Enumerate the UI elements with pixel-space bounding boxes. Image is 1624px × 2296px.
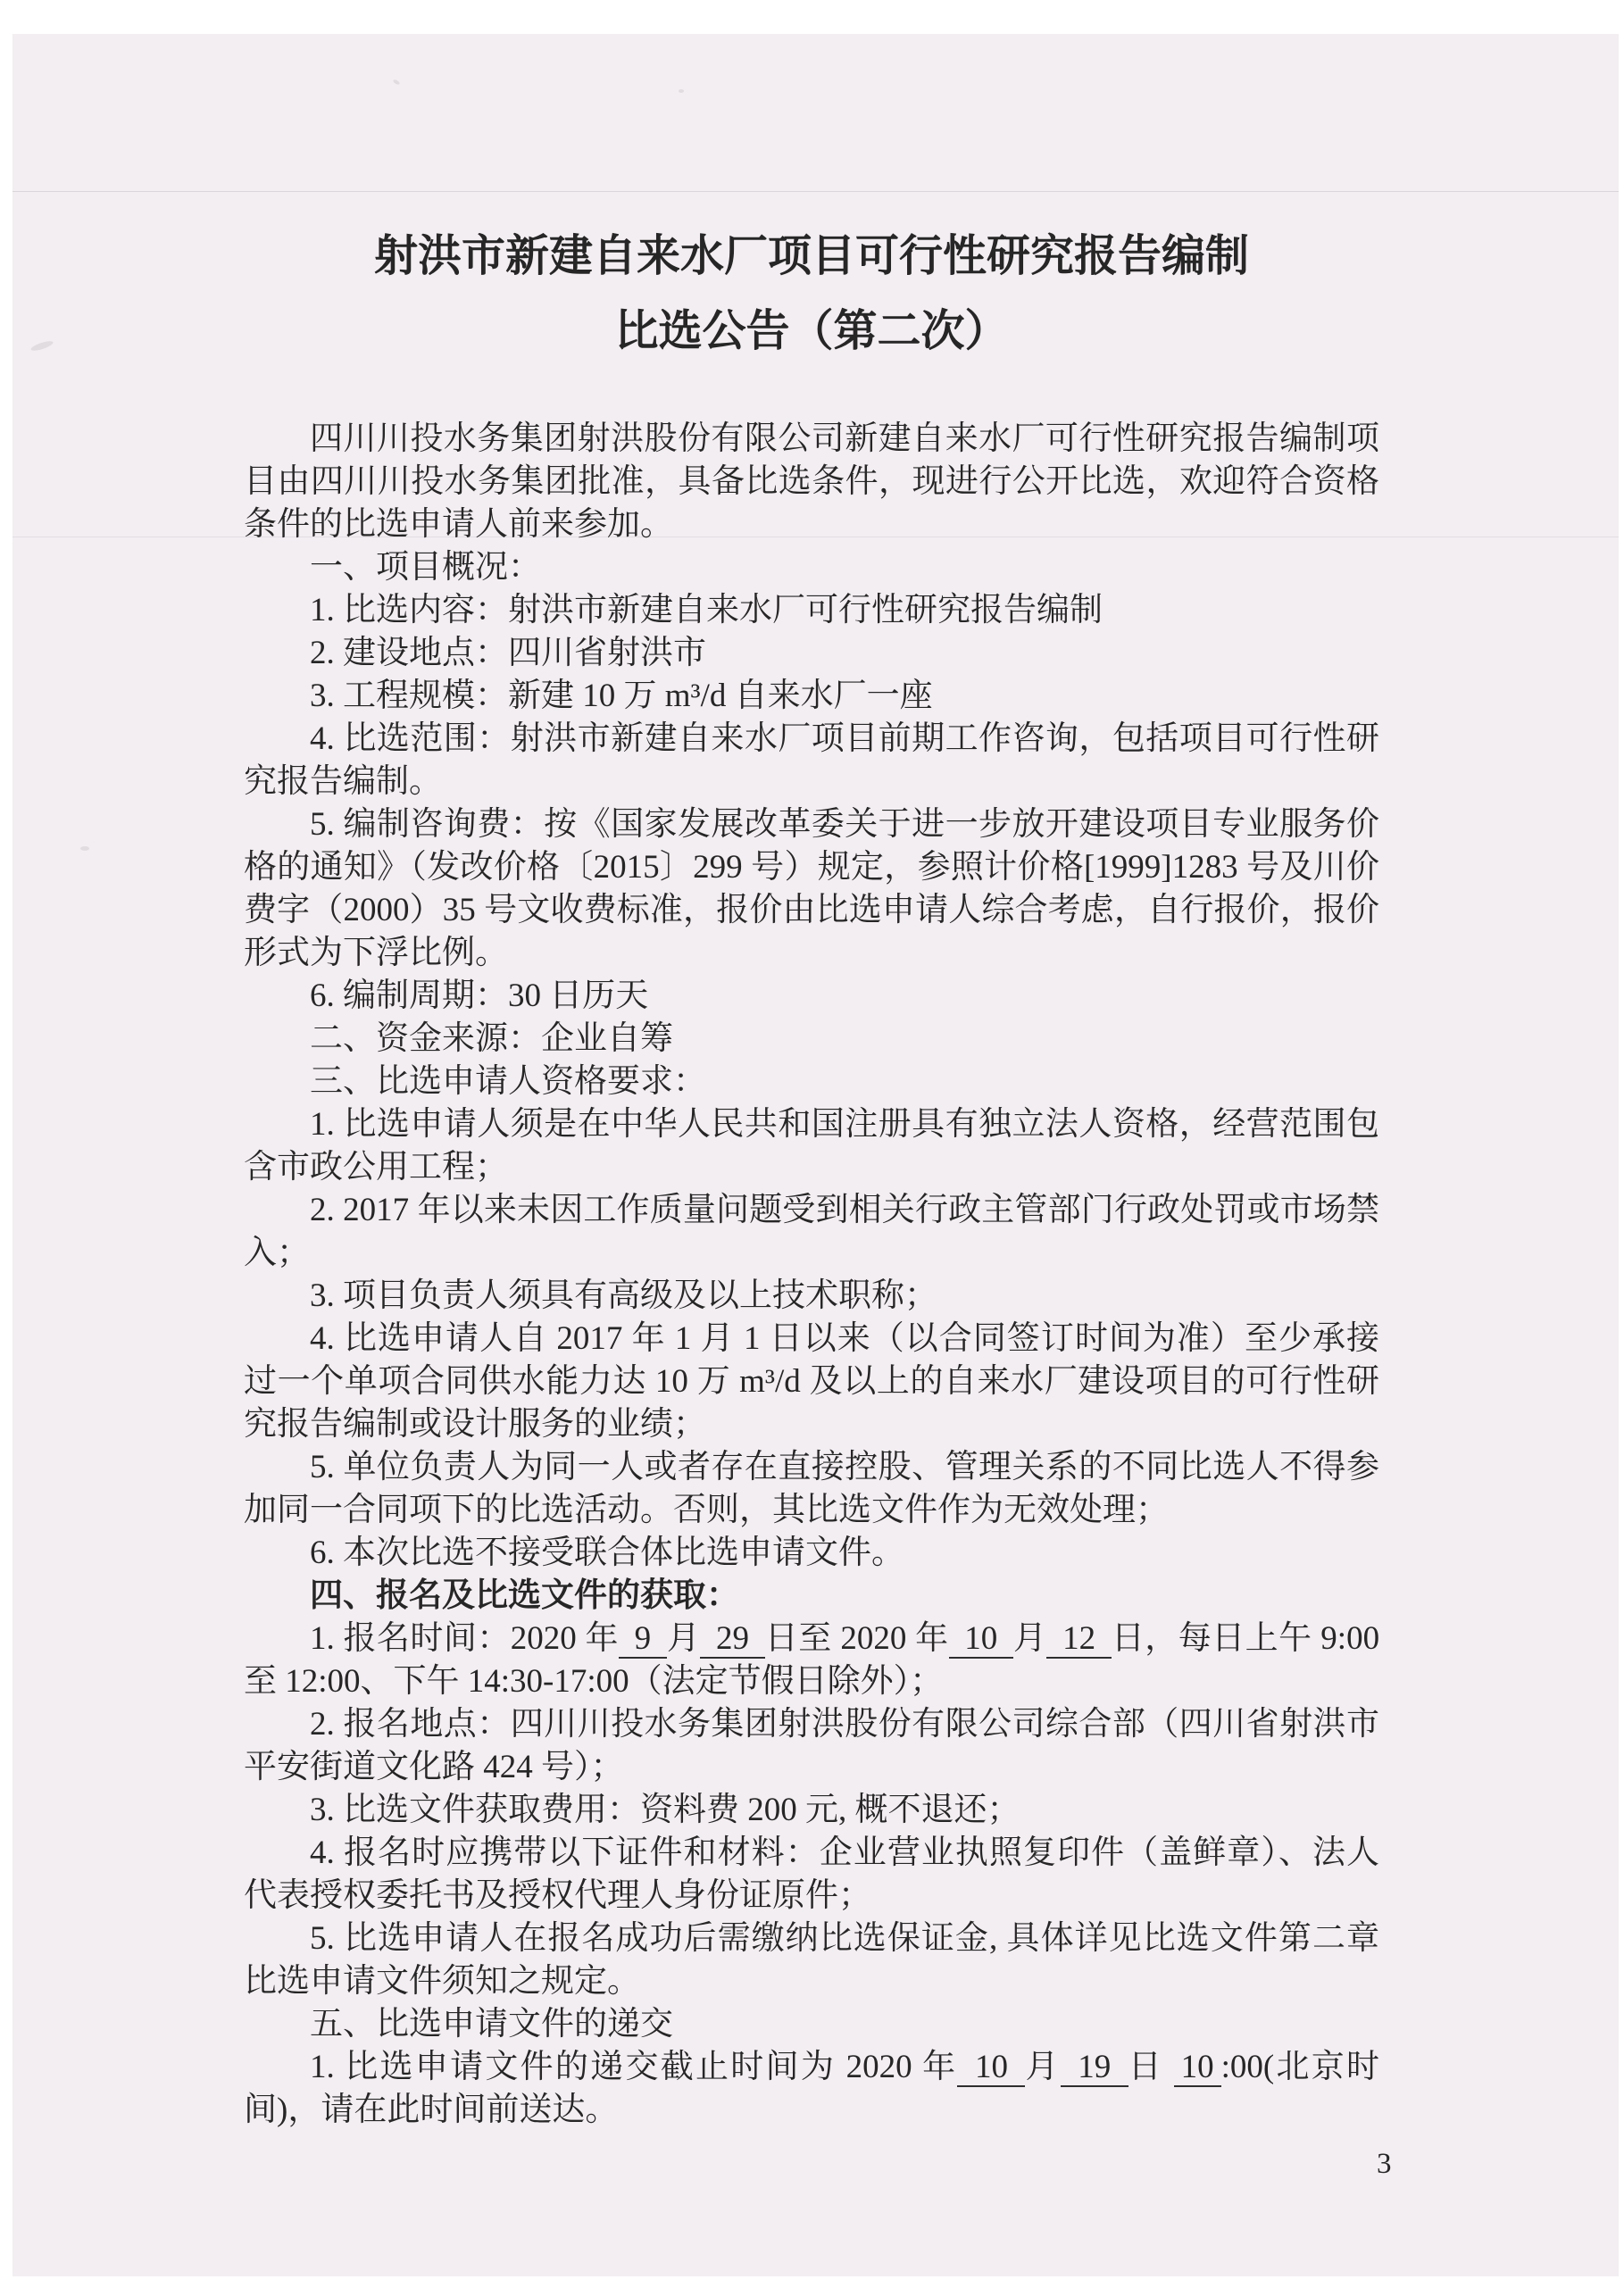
text-run: 月: [1025, 2049, 1061, 2085]
text-run: 1. 报名时间：2020 年: [310, 1620, 619, 1657]
paragraph: [244, 1318, 1379, 1446]
text-run: 2. 建设地点：四川省射洪市: [310, 635, 706, 671]
text-run: 1. 比选申请人须是在中华人民共和国注册具有独立法人资格，经营范围包含市政公用工程；: [244, 1106, 1379, 1185]
text-run: :00(北京时间)，请在此时间前送达。: [244, 2049, 1380, 2128]
text-run: 月: [666, 1620, 701, 1657]
paragraph: [244, 2003, 1379, 2046]
paragraph: [244, 1275, 1379, 1318]
document-title-line1: 射洪市新建自来水厂项目可行性研究报告编制: [373, 231, 1249, 280]
paragraph: [244, 418, 1379, 546]
text-run: 4. 报名时应携带以下证件和材料：企业营业执照复印件（盖鲜章）、法人代表授权委托书及授权代理人身份证原件；: [244, 1834, 1379, 1914]
text-run: 2. 报名地点：四川川投水务集团射洪股份有限公司综合部（四川省射洪市平安街道文化路 424 号）；: [244, 1706, 1379, 1785]
underlined-value: 10: [1174, 2049, 1221, 2087]
text-run: 1. 比选申请文件的递交截止时间为 2020 年: [310, 2049, 958, 2085]
document-body: [244, 418, 1379, 2132]
text-run: 1. 比选内容：射洪市新建自来水厂可行性研究报告编制: [310, 592, 1103, 628]
text-run: 3. 项目负责人须具有高级及以上技术职称；: [310, 1277, 937, 1314]
paragraph: [244, 1575, 1379, 1618]
document-title-line2: 比选公告（第二次）: [614, 306, 1009, 355]
underlined-value: 9: [619, 1620, 667, 1659]
text-run: 5. 编制咨询费：按《国家发展改革委关于进一步放开建设项目专业服务价格的通知》（发改价格〔2015〕299 号）规定，参照计价格[1999]1283 号及川价费字（2000）35 号文收费标准，报价由比选申请人综合考虑，自行报价，报价形式为下浮比例。: [244, 806, 1379, 971]
text-run: 三、比选申请人资格要求：: [310, 1063, 706, 1100]
underlined-value: 10: [957, 2049, 1025, 2087]
paragraph: [244, 1061, 1379, 1103]
paragraph: [244, 632, 1379, 675]
paragraph: [244, 1103, 1379, 1189]
document-title: [244, 219, 1379, 369]
underlined-value: 12: [1046, 1620, 1111, 1659]
paragraph: [244, 1189, 1379, 1275]
underlined-value: 10: [949, 1620, 1013, 1659]
paragraph: [244, 1703, 1379, 1789]
scan-streak: [12, 191, 1619, 192]
text-run: 5. 单位负责人为同一人或者存在直接控股、管理关系的不同比选人不得参加同一合同项下的比选活动。否则，其比选文件作为无效处理；: [244, 1449, 1379, 1528]
text-run: 3. 工程规模：新建 10 万 m³/d 自来水厂一座: [310, 678, 933, 714]
underlined-value: 29: [700, 1620, 764, 1659]
text-run: 4. 比选范围：射洪市新建自来水厂项目前期工作咨询，包括项目可行性研究报告编制。: [244, 720, 1379, 800]
text-run: 二、资金来源：企业自筹: [310, 1020, 673, 1057]
scan-smudge: [80, 846, 89, 851]
paragraph: [244, 546, 1379, 589]
paragraph: [244, 718, 1379, 803]
text-run: 五、比选申请文件的递交: [310, 2006, 673, 2042]
paragraph: [244, 675, 1379, 718]
paragraph: [244, 589, 1379, 632]
text-run: 四川川投水务集团射洪股份有限公司新建自来水厂可行性研究报告编制项目由四川川投水务集团批准，具备比选条件，现进行公开比选，欢迎符合资格条件的比选申请人前来参加。: [244, 420, 1379, 543]
paragraph: [244, 1018, 1379, 1061]
paragraph: [244, 803, 1379, 975]
text-run: 4. 比选申请人自 2017 年 1 月 1 日以来（以合同签订时间为准）至少承接过一个单项合同供水能力达 10 万 m³/d 及以上的自来水厂建设项目的可行性研究报告编制或设计服务的业绩；: [244, 1320, 1379, 1443]
paragraph: [244, 1532, 1379, 1575]
text-run: 一、项目概况：: [310, 549, 541, 586]
text-run: 日: [1128, 2049, 1174, 2085]
text-run: 5. 比选申请人在报名成功后需缴纳比选保证金, 具体详见比选文件第二章比选申请文件须知之规定。: [244, 1920, 1379, 2000]
text-run: 2. 2017 年以来未因工作质量问题受到相关行政主管部门行政处罚或市场禁入；: [244, 1192, 1379, 1271]
underlined-value: 19: [1061, 2049, 1128, 2087]
paragraph: [244, 1618, 1379, 1703]
text-run: 四、报名及比选文件的获取：: [310, 1577, 739, 1614]
text-run: 月: [1012, 1620, 1047, 1657]
paragraph: [244, 2046, 1379, 2132]
text-run: 6. 编制周期：30 日历天: [310, 977, 649, 1014]
text-run: 日至 2020 年: [764, 1620, 949, 1657]
text-run: 3. 比选文件获取费用：资料费 200 元, 概不退还；: [310, 1792, 1020, 1828]
paragraph: [244, 1446, 1379, 1532]
paragraph: [244, 1917, 1379, 2003]
page-number: 3: [1377, 2148, 1392, 2180]
document-content: [244, 219, 1379, 2132]
text-run: 日，每日上午 9:00 至 12:00、下午 14:30-17:00（法定节假日除外）；: [244, 1620, 1380, 1700]
scan-smudge: [679, 89, 684, 93]
paragraph: [244, 1789, 1379, 1832]
text-run: 6. 本次比选不接受联合体比选申请文件。: [310, 1535, 904, 1571]
paragraph: [244, 1832, 1379, 1917]
paragraph: [244, 975, 1379, 1018]
